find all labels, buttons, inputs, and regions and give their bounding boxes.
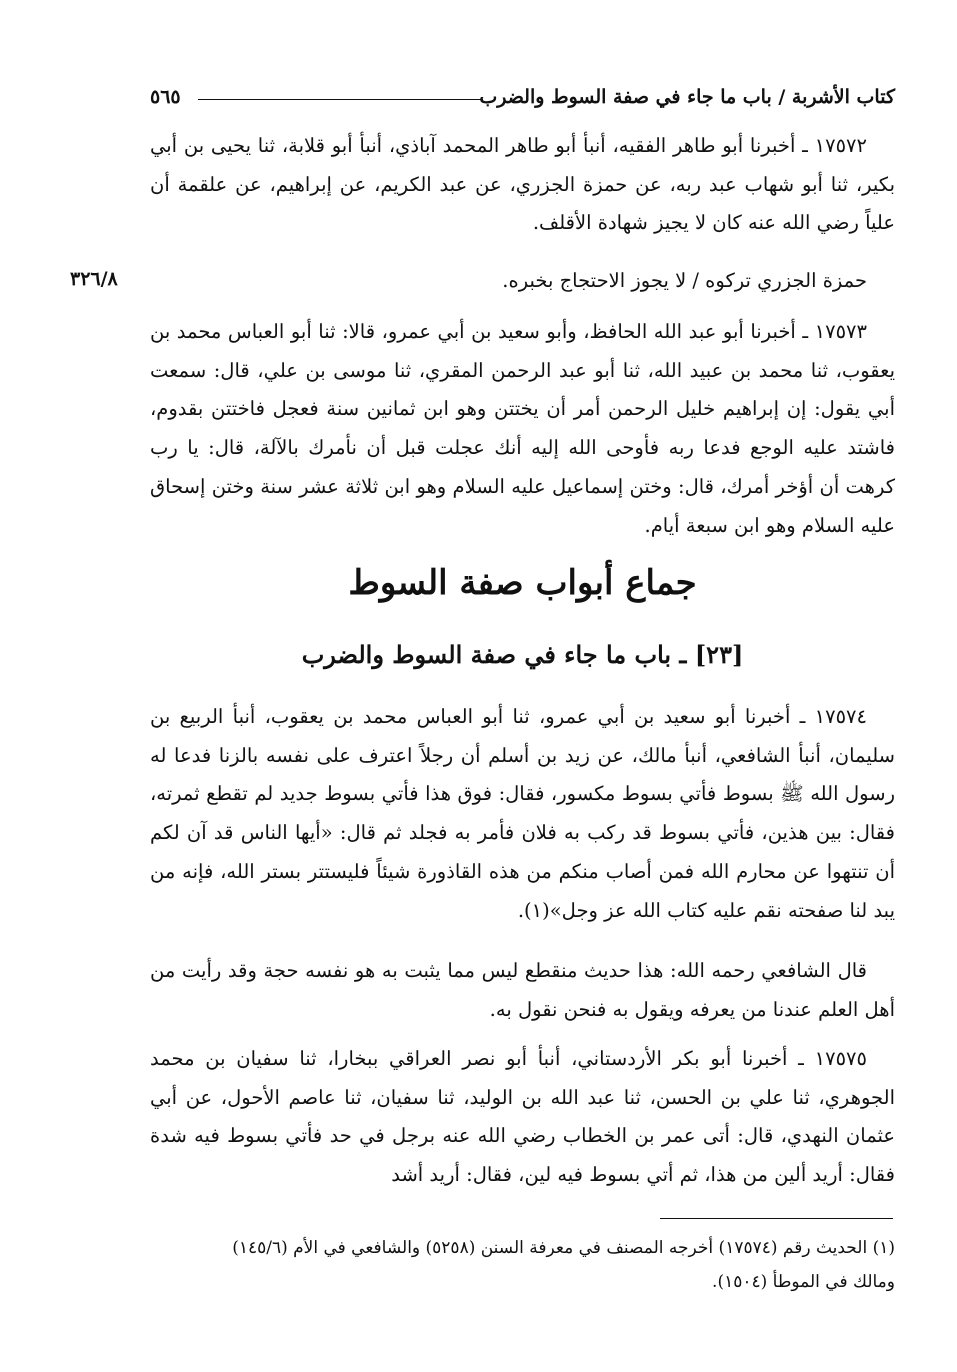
hadith-text: ١٧٥٧٢ ـ أخبرنا أبو طاهر الفقيه، أنبأ أبو طاهر المحمد آباذي، أنبأ أبو قلابة، ثنا يحيى بن أبي بكير، ثنا أبو شهاب عبد ربه، عن حمزة الجزري، عن عبد الكريم، عن إبراهيم، عن علقمة أن علياً رضي الله عنه كان لا يجيز شهادة الأقلف. [150,134,895,235]
running-header [150,78,895,118]
chapter-title: [٢٣] ـ باب ما جاء في صفة السوط والضرب [301,640,744,669]
page-number: ٥٦٥ [150,86,181,108]
paragraph-shafii [150,952,895,1029]
paragraph-17574 [150,698,895,930]
footnote-rule [660,1218,893,1219]
footnote [150,1231,895,1299]
paragraph-note [150,262,895,301]
margin-volume-ref: ٣٢٦/٨ [70,268,118,290]
narrator-note: حمزة الجزري تركوه / لا يجوز الاحتجاج بخبره. [502,269,867,292]
hadith-text: ١٧٥٧٥ ـ أخبرنا أبو بكر الأردستاني، أنبأ أبو نصر العراقي ببخارا، ثنا سفيان بن محمد الجوهري، ثنا علي بن الحسن، ثنا عبد الله بن الوليد، ثنا سفيان، ثنا عاصم الأحول، عن أبي عثمان النهدي، قال: أتى عمر بن الخطاب رضي الله عنه برجل في حد فأتي بسوط فيه شدة فقال: أريد ألين من هذا، ثم أتي بسوط فيه لين، فقال: أريد أشد [150,1047,895,1187]
header-rule [198,99,483,100]
footnote-line-2: ومالك في الموطأ (١٥٠٤). [712,1272,895,1292]
commentary-text: قال الشافعي رحمه الله: هذا حديث منقطع ليس مما يثبت به هو نفسه حجة وقد رأيت من أهل العلم عندنا من يعرفه ويقول به فنحن نقول به. [150,959,895,1021]
hadith-text: ١٧٥٧٤ ـ أخبرنا أبو سعيد بن أبي عمرو، ثنا أبو العباس محمد بن يعقوب، أنبأ الربيع بن سليمان، أنبأ الشافعي، أنبأ مالك، عن زيد بن أسلم أن رجلاً اعترف على نفسه بالزنا فدعا له رسول الله ﷺ بسوط فأتي بسوط مكسور، فقال: فوق هذا فأتي بسوط جديد لم تقطع ثمرته، فقال: بين هذين، فأتي بسوط قد ركب به فلان فأمر به فجلد ثم قال: «أيها الناس قد آن لكم أن تنتهوا عن محارم الله فمن أصاب منكم من هذه القاذورة شيئاً فليستتر بستر الله، فإنه من يبد لنا صفحته نقم عليه كتاب الله عز وجل»(١). [150,705,895,922]
paragraph-17573 [150,313,895,545]
hadith-text: ١٧٥٧٣ ـ أخبرنا أبو عبد الله الحافظ، وأبو سعيد بن أبي عمرو، قالا: ثنا أبو العباس محمد بن يعقوب، ثنا محمد بن عبيد الله، ثنا أبو عبد الرحمن المقري، ثنا موسى بن علي، قال: سمعت أبي يقول: إن إبراهيم خليل الرحمن أمر أن يختتن وهو ابن ثمانين سنة فعجل فاختتن بقدوم، فاشتد عليه الوجع فدعا ربه فأوحى الله إليه أنك عجلت قبل أن نأمرك بالآلة، قال: يا رب كرهت أن أؤخر أمرك، قال: وختن إسماعيل عليه السلام وهو ابن ثلاثة عشر سنة وختن إسحاق عليه السلام وهو ابن سبعة أيام. [150,320,895,537]
paragraph-17572 [150,127,895,243]
footnote-line-1: (١) الحديث رقم (١٧٥٧٤) أخرجه المصنف في معرفة السنن (٥٢٥٨) والشافعي في الأم (١٤٥/٦) [232,1238,895,1258]
header-title: كتاب الأشربة / باب ما جاء في صفة السوط والضرب [479,86,895,108]
paragraph-17575 [150,1040,895,1195]
section-title: جماع أبواب صفة السوط [348,563,697,603]
